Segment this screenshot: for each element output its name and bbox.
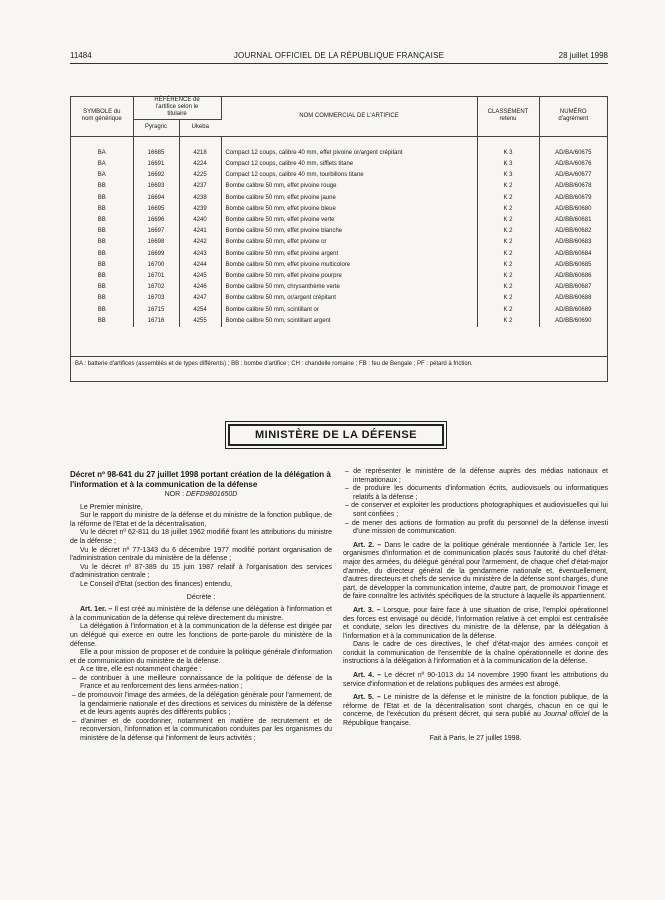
cell-nom-commercial: Bombe calibre 50 mm, scintillant or	[221, 305, 477, 316]
list-item: – de conserver et exploiter les productions photographiques et audiovisuelles qui lui sont confiées ;	[345, 502, 608, 518]
cell-classement: K 2	[477, 305, 539, 316]
cell-classement: K 3	[477, 159, 539, 170]
article-3-label: Art. 3. –	[353, 606, 381, 614]
cell-classement: K 2	[477, 271, 539, 282]
table-row	[71, 271, 607, 282]
cell-numero: AD/BB/60683	[555, 239, 592, 246]
cell-pyragric: 16701	[133, 271, 179, 282]
cell-classement: K 2	[477, 215, 539, 226]
cell-pyragric: 16716	[133, 316, 179, 327]
cell-nom-commercial: Bombe calibre 50 mm, effet pivoine blanche	[221, 226, 477, 237]
cell-classement: K 2	[477, 282, 539, 293]
cell-numero: AD/BB/60679	[555, 194, 592, 201]
cell-numero: AD/BA/60677	[555, 172, 592, 179]
cell-ukeba: 4247	[179, 293, 221, 304]
cell-pyragric: 16695	[133, 204, 179, 215]
table-legend: BA : batterie d'artifices (assemblés et de types différents) ; BB : bombe d'artifice ; CH : chandelle romaine ; FB : feu de Bengale ; PF : pétard à friction.	[71, 356, 607, 371]
article-3	[343, 607, 608, 641]
paragraph: Vu le décret nº 77-1343 du 6 décembre 1977 modifié portant organisation de l'administration centrale du ministère de la défense ;	[70, 546, 332, 563]
cell-ukeba: 4255	[179, 316, 221, 327]
cell-symbole: BA	[71, 170, 133, 181]
cell-nom-commercial: Compact 12 coups, calibre 40 mm, sifflets titane	[221, 159, 477, 170]
paragraph: Dans le cadre de ces directives, le chef d'état-major des armées conçoit et conduit la communication de l'ensemble de la chaîne opérationnelle et donne des instructions à la délégation à l'information et à la communication de la défense.	[343, 641, 608, 666]
cell-pyragric: 16703	[133, 293, 179, 304]
cell-nom-commercial: Bombe calibre 50 mm, effet pivoine jaune	[221, 193, 477, 204]
cell-numero: AD/BB/60690	[555, 317, 592, 324]
cell-nom-commercial: Bombe calibre 50 mm, scintillant argent	[221, 316, 477, 327]
cell-pyragric: 16694	[133, 193, 179, 204]
cell-classement: K 2	[477, 249, 539, 260]
cell-pyragric: 16691	[133, 159, 179, 170]
cell-numero: AD/BB/60685	[555, 261, 592, 268]
cell-nom-commercial: Compact 12 coups, calibre 40 mm, effet pivoine or/argent crépitant	[221, 148, 477, 159]
right-column	[343, 468, 608, 743]
cell-ukeba: 4239	[179, 204, 221, 215]
cell-symbole: BB	[71, 305, 133, 316]
ministry-heading: MINISTÈRE DE LA DÉFENSE	[228, 424, 444, 446]
paragraph: A ce titre, elle est notamment chargée :	[80, 666, 202, 674]
cell-symbole: BA	[71, 148, 133, 159]
cell-classement: K 2	[477, 226, 539, 237]
header-pyragric: Pyragric	[133, 119, 179, 136]
journal-title: JOURNAL OFFICIEL DE LA RÉPUBLIQUE FRANÇAISE	[233, 51, 445, 60]
article-5-label: Art. 5. –	[353, 694, 381, 702]
list-item: – de mener des actions de formation au profit du personnel de la défense investi d'une mission de communication.	[345, 519, 608, 536]
cell-classement: K 2	[477, 193, 539, 204]
cell-nom-commercial: Bombe calibre 50 mm, effet pivoine pourpre	[221, 271, 477, 282]
cell-numero: AD/BB/60680	[555, 205, 592, 212]
header-reference: RÉFÉRENCE de l'artifice selon le titulaire	[133, 97, 221, 119]
article-1-text: Il est créé au ministère de la défense une délégation à l'information et à la communication de la défense qui relève directement du ministre.	[70, 606, 332, 622]
cell-pyragric: 16698	[133, 237, 179, 248]
decrete: Décrète :	[186, 593, 216, 601]
cell-classement: K 2	[477, 316, 539, 327]
table-row	[71, 249, 607, 260]
article-1-label: Art. 1er. –	[80, 606, 113, 614]
table-row	[71, 204, 607, 215]
table-row	[71, 237, 607, 248]
table-row	[71, 260, 607, 271]
cell-numero: AD/BB/60688	[555, 295, 592, 302]
cell-classement: K 2	[477, 293, 539, 304]
cell-pyragric: 16692	[133, 170, 179, 181]
cell-nom-commercial: Bombe calibre 50 mm, effet pivoine rouge	[221, 181, 477, 192]
cell-numero: AD/BB/60681	[555, 216, 592, 223]
cell-symbole: BB	[71, 215, 133, 226]
cell-symbole: BB	[71, 237, 133, 248]
table-row	[71, 148, 607, 159]
cell-pyragric: 16696	[133, 215, 179, 226]
cell-classement: K 2	[477, 237, 539, 248]
cell-nom-commercial: Bombe calibre 50 mm, effet pivoine argent	[221, 249, 477, 260]
cell-pyragric: 16715	[133, 305, 179, 316]
article-5	[343, 694, 608, 728]
cell-ukeba: 4240	[179, 215, 221, 226]
cell-nom-commercial: Bombe calibre 50 mm, chrysanthème verte	[221, 282, 477, 293]
cell-symbole: BB	[71, 193, 133, 204]
list-item: – de représenter le ministère de la défense auprès des médias nationaux et internationaux ;	[345, 468, 608, 484]
cell-pyragric: 16685	[133, 148, 179, 159]
fireworks-table-grid	[71, 97, 607, 327]
nor-reference	[70, 491, 332, 500]
paragraph: Vu le décret nº 62-811 du 18 juillet 1962 modifié fixant les attributions du ministre de la défense ;	[70, 529, 332, 545]
cell-nom-commercial: Bombe calibre 50 mm, effet pivoine verte	[221, 215, 477, 226]
cell-symbole: BB	[71, 181, 133, 192]
publication-date: 28 juillet 1998	[558, 51, 608, 60]
cell-symbole: BB	[71, 249, 133, 260]
article-5-text-b: de la République française.	[343, 711, 609, 728]
cell-ukeba: 4246	[179, 282, 221, 293]
cell-symbole: BB	[71, 293, 133, 304]
cell-ukeba: 4238	[179, 193, 221, 204]
cell-classement: K 2	[477, 181, 539, 192]
cell-numero: AD/BA/60675	[555, 149, 592, 156]
cell-nom-commercial: Bombe calibre 50 mm, effet pivoine multicolore	[221, 260, 477, 271]
cell-ukeba: 4241	[179, 226, 221, 237]
list-item: – de produire les documents d'information écrits, audiovisuels ou informatiques relatifs à la défense ;	[345, 485, 608, 501]
journal-officiel-ref: Journal officiel	[543, 711, 590, 719]
list-item: – d'animer et de coordonner, notamment en matière de recrutement et de reconversion, l'information et la communication conduites par les organismes du ministère de la défense qui l'informent de leurs activités ;	[72, 717, 332, 743]
table-row	[71, 293, 607, 304]
table-row	[71, 215, 607, 226]
page-header	[70, 50, 608, 62]
paragraph: Elle a pour mission de proposer et de conduire la politique générale d'information et de communication du ministère de la défense.	[70, 649, 332, 665]
fireworks-table	[70, 96, 608, 382]
header-rule	[70, 63, 608, 64]
cell-ukeba: 4237	[179, 181, 221, 192]
left-column	[70, 470, 332, 744]
cell-numero: AD/BB/60678	[555, 183, 592, 190]
nor-label: NOR :	[164, 491, 186, 498]
cell-pyragric: 16693	[133, 181, 179, 192]
cell-symbole: BB	[71, 204, 133, 215]
article-2-label: Art. 2. –	[353, 541, 382, 549]
cell-classement: K 3	[477, 148, 539, 159]
nor-code: DEFD9801650D	[186, 491, 238, 498]
cell-symbole: BB	[71, 260, 133, 271]
article-5-text-a: Le ministre de la défense et le ministre de la fonction publique, de la réforme de l'Etat et de la décentralisation sont chargés, chacun en ce qui le concerne, de l'exécution du présent décret, qui sera publié au	[343, 694, 608, 719]
cell-pyragric: 16697	[133, 226, 179, 237]
table-row	[71, 159, 607, 170]
list-item: – de contribuer à une meilleure connaissance de la politique de défense de la France et au renforcement des liens armées-nation ;	[72, 674, 332, 691]
article-2	[343, 542, 608, 602]
header-nom-commercial: NOM COMMERCIAL DE L'ARTIFICE	[221, 97, 477, 136]
cell-symbole: BA	[71, 159, 133, 170]
cell-ukeba: 4218	[179, 148, 221, 159]
article-4	[343, 672, 608, 689]
cell-ukeba: 4244	[179, 260, 221, 271]
table-row	[71, 305, 607, 316]
cell-ukeba: 4224	[179, 159, 221, 170]
cell-classement: K 2	[477, 260, 539, 271]
header-symbole: SYMBOLE du nom générique	[71, 97, 133, 136]
article-4-label: Art. 4. –	[353, 672, 382, 680]
table-row	[71, 316, 607, 327]
cell-pyragric: 16702	[133, 282, 179, 293]
paragraph: Sur le rapport du ministre de la défense et du ministre de la fonction publique, de la réforme de l'Etat et de la décentralisation,	[70, 512, 332, 528]
table-row	[71, 282, 607, 293]
cell-ukeba: 4245	[179, 271, 221, 282]
table-row	[71, 193, 607, 204]
cell-numero: AD/BB/60686	[555, 272, 592, 279]
cell-numero: AD/BB/60682	[555, 228, 592, 235]
paragraph: Le Premier ministre,	[80, 503, 143, 511]
cell-classement: K 3	[477, 170, 539, 181]
cell-pyragric: 16700	[133, 260, 179, 271]
cell-nom-commercial: Bombe calibre 50 mm, or/argent crépitant	[221, 293, 477, 304]
page-number: 11484	[70, 51, 92, 60]
table-row	[71, 170, 607, 181]
cell-nom-commercial: Bombe calibre 50 mm, effet pivoine or	[221, 237, 477, 248]
signature-place-date: Fait à Paris, le 27 juillet 1998.	[429, 734, 522, 742]
paragraph: La délégation à l'information et à la communication de la défense est dirigée par un délégué qui exerce en outre les fonctions de porte-parole du ministère de la défense.	[70, 623, 332, 648]
header-classement: CLASSEMENT retenu	[477, 97, 539, 136]
cell-numero: AD/BB/60689	[555, 306, 592, 313]
cell-symbole: BB	[71, 226, 133, 237]
cell-pyragric: 16699	[133, 249, 179, 260]
cell-nom-commercial: Compact 12 coups, calibre 40 mm, tourbillons titane	[221, 170, 477, 181]
article-1	[70, 606, 332, 623]
paragraph: Le Conseil d'Etat (section des finances) entendu,	[80, 580, 232, 588]
header-ukeba: Ukeba	[179, 119, 221, 136]
cell-symbole: BB	[71, 316, 133, 327]
article-4-text: Le décret nº 90-1013 du 14 novembre 1990 fixant les attributions du service d'information et de relations publiques des armées est abrogé.	[343, 672, 608, 688]
cell-ukeba: 4242	[179, 237, 221, 248]
table-row	[71, 226, 607, 237]
cell-symbole: BB	[71, 282, 133, 293]
cell-numero: AD/BA/60676	[555, 160, 592, 167]
cell-ukeba: 4243	[179, 249, 221, 260]
decree-title: Décret nº 98-641 du 27 juillet 1998 portant création de la délégation à l'information et à la communication de la défense	[70, 470, 331, 489]
article-3-text: Lorsque, pour faire face à une situation de crise, l'emploi opérationnel des forces est envisagé ou décidé, l'information relative à cet emploi est centralisée et conduite, selon les directives du ministre de la défense, par la délégation à l'information et à la communication de la défense.	[343, 606, 608, 640]
table-row	[71, 181, 607, 192]
cell-numero: AD/BB/60687	[555, 284, 592, 291]
cell-nom-commercial: Bombe calibre 50 mm, effet pivoine bleue	[221, 204, 477, 215]
cell-classement: K 2	[477, 204, 539, 215]
list-item: – de promouvoir l'image des armées, de la délégation générale pour l'armement, de la gendarmerie nationale et des directions et services du ministère de la défense et de leurs agents auprès des différents publics ;	[72, 692, 332, 717]
paragraph: Vu le décret nº 87-389 du 15 juin 1987 relatif à l'organisation des services d'administration centrale ;	[70, 563, 332, 580]
cell-ukeba: 4254	[179, 305, 221, 316]
header-numero: NUMÉRO d'agrément	[539, 97, 607, 136]
cell-ukeba: 4225	[179, 170, 221, 181]
article-2-text: Dans le cadre de la politique générale mentionnée à l'article 1er, les organismes d'information et de communication placés sous l'autorité du chef d'état-major des armées, du délégué général pour l'armement, de chaque chef d'état-major d'armée, du directeur général de la gendarmerie nationale et, éventuellement, d'autres directeurs et chefs de service du ministère de la défense sont chargés, d'une part, de développer la communication interne, d'autre part, de promouvoir l'image et de faire connaître les activités spécifiques de la structure à laquelle ils appartiennent.	[343, 541, 608, 601]
cell-symbole: BB	[71, 271, 133, 282]
cell-numero: AD/BB/60684	[555, 250, 592, 257]
